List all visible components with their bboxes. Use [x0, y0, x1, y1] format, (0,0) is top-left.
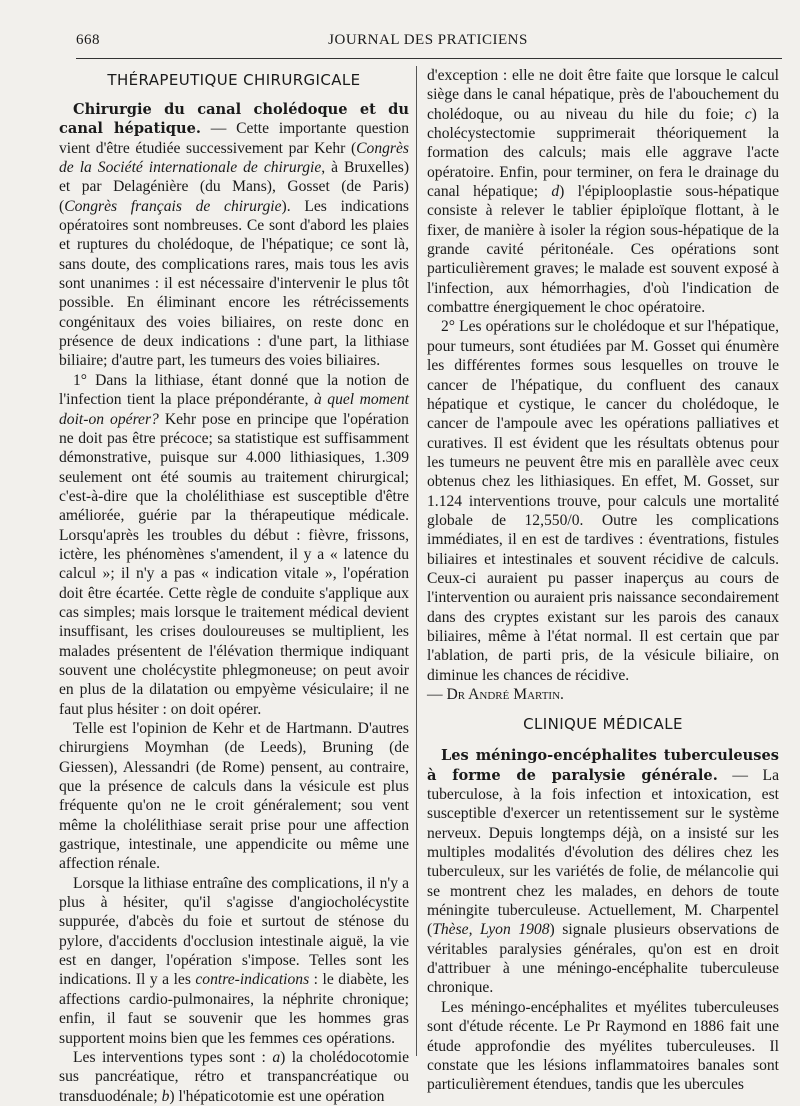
- paragraph: Les interventions types sont : a) la cholédocotomie sus pancréatique, rétro et transpancréatique ou transduodénale; b) l'hépaticotomie est une opération: [59, 1048, 409, 1105]
- paragraph: 1° Dans la lithiase, étant donné que la notion de l'infection tient la place prépondérante, à quel moment doit-on opérer? Kehr pose en principe que l'opération ne doit pas être précoce; sa statistique est suffisamment démonstrative, puisque sur 4.000 lithiasiques, 1.309 seulement ont été soumis au traitement chirurgical; c'est-à-dire que la cholélithiase est susceptible d'être améliorée, guérie par la thérapeutique médicale. Lorsqu'après les troubles du début : fièvre, frissons, ictère, les phénomènes s'amendent, il y a « latence du calcul »; il n'y a pas « indication vitale », l'opération doit être écartée. Cette règle de conduite s'applique aux cas simples; mais lorsque le traitement médical devient insuffisant, les crises douloureuses se multiplient, les malades présentent de l'élévation thermique indiquant souvent une cholécystite phlegmoneuse; on peut avoir en plus de la dilatation ou empyème vésiculaire; il ne faut plus hésiter : on doit opérer.: [59, 371, 409, 718]
- page-header: [76, 32, 780, 50]
- paragraph: Chirurgie du canal cholédoque et du canal hépatique. — Cette importante question vient d'être étudiée successivement par Kehr (Congrès de la Société internationale de chirurgie, à Bruxelles) et par Delagénière (du Mans), Gosset (de Paris) (Congrès français de chirurgie). Les indications opératoires sont nombreuses. Ce sont d'abord les plaies et ruptures du cholédoque, de l'hépatique; ce sont là, sans doute, des complications rares, mais tous les avis sont unanimes : il est nécessaire d'intervenir le plus tôt possible. En éliminant encore les rétrécissements congénitaux des voies biliaires, on reste donc en présence de deux indications : d'une part, la lithiase biliaire; d'autre part, les tumeurs des voies biliaires.: [59, 101, 410, 370]
- right-column: [427, 66, 779, 1095]
- paragraph: Les méningo-encéphalites tuberculeuses à forme de paralysie générale. — La tuberculose, à la fois infection et intoxication, est susceptible d'exercer un retentissement sur le système nerveux. Depuis longtemps déjà, on a insisté sur les multiples modalités d'évolution des délires chez les tuberculeux, sur les variétés de folie, de mélancolie qui se montrent chez les malades, en dehors de toute méningite tuberculeuse. Actuellement, M. Charpentel (Thèse, Lyon 1908) signale plusieurs observations de véritables paralysies générales, qu'on est en droit d'attribuer à une méningo-encéphalite tuberculeuse chronique.: [427, 747, 779, 997]
- column-divider: [416, 66, 417, 1056]
- journal-title: JOURNAL DES PRATICIENS: [328, 32, 528, 48]
- paragraph: Telle est l'opinion de Kehr et de Hartmann. D'autres chirurgiens Moymhan (de Leeds), Bruning (de Giessen), Alessandri (de Rome) pensent, au contraire, que la présence de calculs dans la vésicule est plus fréquente qu'on ne le croit généralement; sou vent même la cholélithiase serait prise pour une affection gastrique, intestinale, une appendicite ou même une affection rénale.: [59, 720, 409, 873]
- section-heading-therapeutique: THÉRAPEUTIQUE CHIRURGICALE: [107, 71, 361, 89]
- paragraph: d'exception : elle ne doit être faite que lorsque le calcul siège dans le canal hépatique, près de l'abouchement du cholédoque, ou au niveau du hile du foie; c) la cholécystectomie supprimerait théoriquement la formation des calculs; mais elle aggrave l'acte opératoire. Enfin, pour terminer, on fera le drainage du canal hépatique; d) l'épiplooplastie sous-hépatique consiste à relever le tablier épiploïque flottant, à le fixer, de manière à isoler la région sous-hépatique de la grande cavité péritonéale. Ces opérations sont particulièrement graves; le malade est souvent exposé à l'infection, aux hémorrhagies, d'où l'indication de combattre énergiquement le choc opératoire.: [427, 67, 779, 317]
- paragraph: 2° Les opérations sur le cholédoque et sur l'hépatique, pour tumeurs, sont étudiées par M. Gosset qui énumère les différentes formes sous lesquelles on trouve le cancer de l'hépatique, du confluent des canaux hépatique et cystique, le cancer du cholédoque, le cancer de l'ampoule avec les opérations palliatives et curatives. Il est évident que les résultats obtenus pour les tumeurs ne peuvent être mis en parallèle avec ceux obtenus chez les lithiasiques. En effet, M. Gosset, sur 1.124 interventions trouve, pour calculs une mortalité globale de 12,550/0. Outre les complications immédiates, il en est de tardives : éventrations, fistules biliaires et intestinales et souvent récidive de calculs. Ceux-ci auraient pu passer inaperçus au cours de l'intervention ou auraient pris naissance secondairement dans des cryptes existant sur les parois des canaux biliaires, même à l'état normal. Il est certain que par l'ablation, de parti pris, de la vésicule biliaire, on diminue les chances de récidive.: [427, 318, 779, 684]
- paragraph: Lorsque la lithiase entraîne des complications, il n'y a plus à hésiter, qu'il s'agisse d'angiocholécystite suppurée, d'abcès du foie et surtout de sténose du pylore, d'accidents d'occlusion intestinale aiguë, la vie est en danger, l'opération s'impose. Telles sont les indications. Il y a les contre-indications : le diabète, les affections cardio-pulmonaires, la néphrite chronique; enfin, il faut se souvenir que les hommes gras supportent moins bien que les femmes ces opérations.: [59, 874, 409, 1047]
- article-title: Chirurgie du canal cholédoque et du canal hépatique.: [59, 101, 409, 138]
- header-rule: [76, 58, 782, 59]
- left-column: [59, 66, 409, 1106]
- article-title: Les méningo-encéphalites tuberculeuses à forme de paralysie générale.: [427, 747, 779, 784]
- paragraph: Les méningo-encéphalites et myélites tuberculeuses sont d'étude récente. Le Pr Raymond en 1886 fait une étude approfondie des myélites tuberculeuses. Il constate que les lésions inflammatoires banales sont particulièrement étendues, tandis que les ubercules: [427, 998, 779, 1094]
- page-number: 668: [76, 32, 100, 48]
- section-heading-clinique: CLINIQUE MÉDICALE: [523, 715, 683, 734]
- author-signature: — Dr André Martin.: [427, 686, 564, 703]
